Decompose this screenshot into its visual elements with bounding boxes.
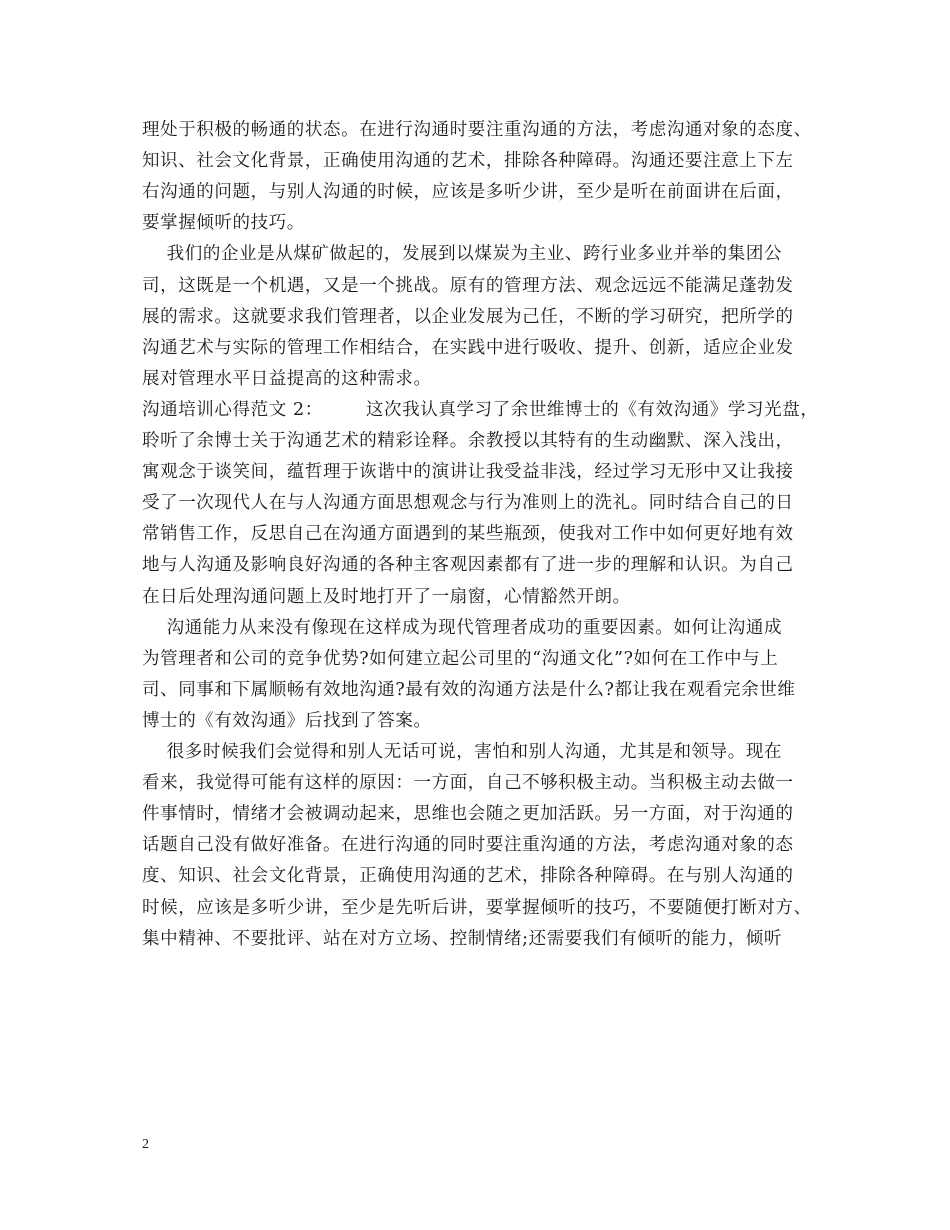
- text-line: 我们的企业是从煤矿做起的，发展到以煤炭为主业、跨行业多业并举的集团公: [142, 244, 783, 265]
- text-line: 在日后处理沟通问题上及时地打开了一扇窗，心情豁然开朗。: [142, 586, 631, 607]
- text-line: 理处于积极的畅通的状态。在进行沟通时要注重沟通的方法，考虑沟通对象的态度、: [142, 120, 812, 140]
- text-line: 沟通培训心得范文 2： 这次我认真学习了余世维博士的《有效沟通》学习光盘，: [142, 399, 819, 420]
- text-line: 聆听了余博士关于沟通艺术的精彩诠释。余教授以其特有的生动幽默、深入浅出，: [142, 431, 794, 451]
- text-line: 右沟通的问题，与别人沟通的时候，应该是多听少讲，至少是听在前面讲在后面，: [142, 182, 794, 203]
- text-line: 件事情时，情绪才会被调动起来，思维也会随之更加活跃。另一方面，对于沟通的: [142, 804, 794, 825]
- text-line: 展的需求。这就要求我们管理者，以企业发展为己任，不断的学习研究，把所学的: [142, 306, 794, 327]
- text-line: 地与人沟通及影响良好沟通的各种主客观因素都有了进一步的理解和认识。为自己: [142, 555, 794, 576]
- text-line: 寓观念于谈笑间，蕴哲理于诙谐中的演讲让我受益非浅，经过学习无形中又让我接: [142, 462, 794, 483]
- text-line: 为管理者和公司的竞争优势?如何建立起公司里的“沟通文化”?如何在工作中与上: [142, 648, 779, 669]
- text-line: 时候，应该是多听少讲，至少是先听后讲，要掌握倾听的技巧，不要随便打断对方、: [142, 897, 812, 918]
- text-line: 看来，我觉得可能有这样的原因：一方面，自己不够积极主动。当积极主动去做一: [142, 773, 794, 794]
- text-line: 司，这既是一个机遇，又是一个挑战。原有的管理方法、观念远远不能满足蓬勃发: [142, 275, 794, 296]
- text-line: 受了一次现代人在与人沟通方面思想观念与行为准则上的洗礼。同时结合自己的日: [142, 493, 794, 514]
- text-line: 司、同事和下属顺畅有效地沟通?最有效的沟通方法是什么?都让我在观看完余世维: [142, 679, 796, 700]
- text-line: 度、知识、社会文化背景，正确使用沟通的艺术，排除各种障碍。在与别人沟通的: [142, 866, 794, 887]
- text-line: 很多时候我们会觉得和别人无话可说，害怕和别人沟通，尤其是和领导。现在: [142, 742, 783, 762]
- page-number: 2: [142, 1137, 149, 1152]
- text-line: 常销售工作，反思自己在沟通方面遇到的某些瓶颈，使我对工作中如何更好地有效: [142, 524, 794, 545]
- text-line: 话题自己没有做好准备。在进行沟通的同时要注重沟通的方法，考虑沟通对象的态: [142, 835, 794, 856]
- text-line: 沟通艺术与实际的管理工作相结合，在实践中进行吸收、提升、创新，适应企业发: [142, 337, 794, 358]
- text-line: 展对管理水平日益提高的这种需求。: [142, 368, 432, 389]
- text-line: 集中精神、不要批评、站在对方立场、控制情绪;还需要我们有倾听的能力，倾听: [142, 928, 782, 949]
- text-line: 博士的《有效沟通》后找到了答案。: [142, 710, 432, 731]
- text-line: 知识、社会文化背景，正确使用沟通的艺术，排除各种障碍。沟通还要注意上下左: [142, 151, 794, 172]
- text-line: 要掌握倾听的技巧。: [142, 213, 305, 234]
- text-line: 沟通能力从来没有像现在这样成为现代管理者成功的重要因素。如何让沟通成: [142, 617, 783, 638]
